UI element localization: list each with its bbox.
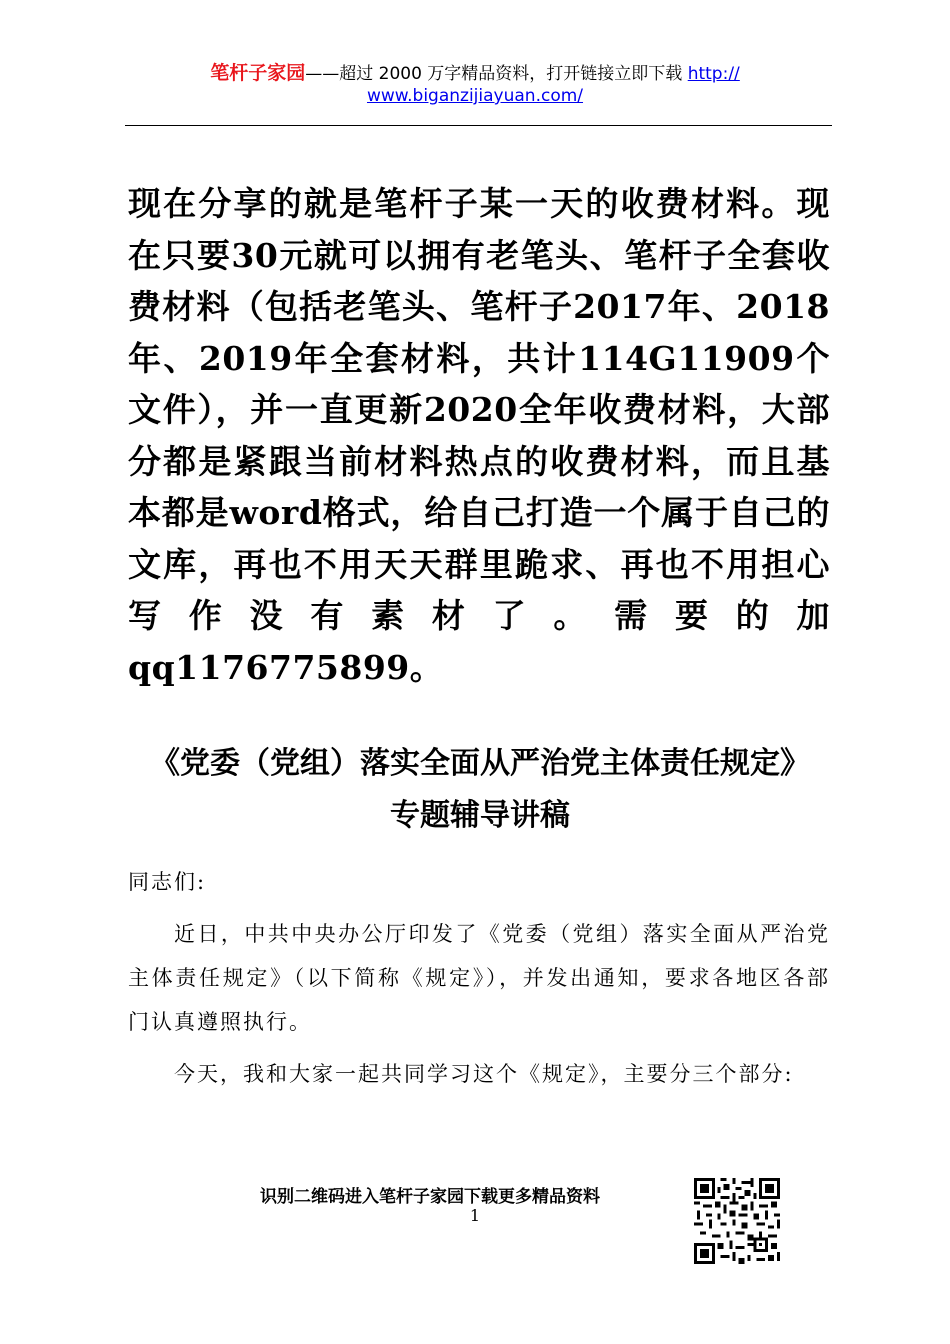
- site-link-part2[interactable]: www.biganzijiayuan.com/: [366, 86, 584, 106]
- greeting: 同志们:: [128, 870, 207, 894]
- paragraph-1: 近日，中共中央办公厅印发了《党委（党组）落实全面从严治党主体责任规定》（以下简称《规定》），并发出通知，要求各地区各部门认真遵照执行。: [128, 922, 830, 1034]
- document-body: [128, 860, 830, 1096]
- title-line-1: 《党委（党组）落实全面从严治党主体责任规定》: [150, 746, 810, 781]
- title-line-2: 专题辅导讲稿: [390, 798, 570, 833]
- qr-caption: 识别二维码进入笔杆子家园下载更多精品资料: [260, 1187, 600, 1207]
- document-title: [125, 738, 835, 842]
- paragraph-2: 今天，我和大家一起共同学习这个《规定》，主要分三个部分:: [174, 1062, 794, 1086]
- site-link-part1[interactable]: http://: [687, 64, 740, 84]
- site-name: 笔杆子家园: [210, 62, 306, 84]
- page-header: [120, 62, 830, 107]
- page-number: 1: [469, 1206, 481, 1225]
- promo-paragraph: 现在分享的就是笔杆子某一天的收费材料。现在只要30元就可以拥有老笔头、笔杆子全套收费材料（包括老笔头、笔杆子2017年、2018年、2019年全套材料，共计114G11909个文件），并一直更新2020全年收费材料，大部分都是紧跟当前材料热点的收费材料，而且基本都是word格式，给自己打造一个属于自己的文库，再也不用天天群里跪求、再也不用担心写作没有素材了。需要的加qq1176775899。: [128, 184, 830, 687]
- header-tagline: ——超过 2000 万字精品资料，打开链接立即下载: [305, 64, 688, 84]
- qr-code-icon[interactable]: [694, 1178, 780, 1264]
- header-divider: [125, 125, 832, 126]
